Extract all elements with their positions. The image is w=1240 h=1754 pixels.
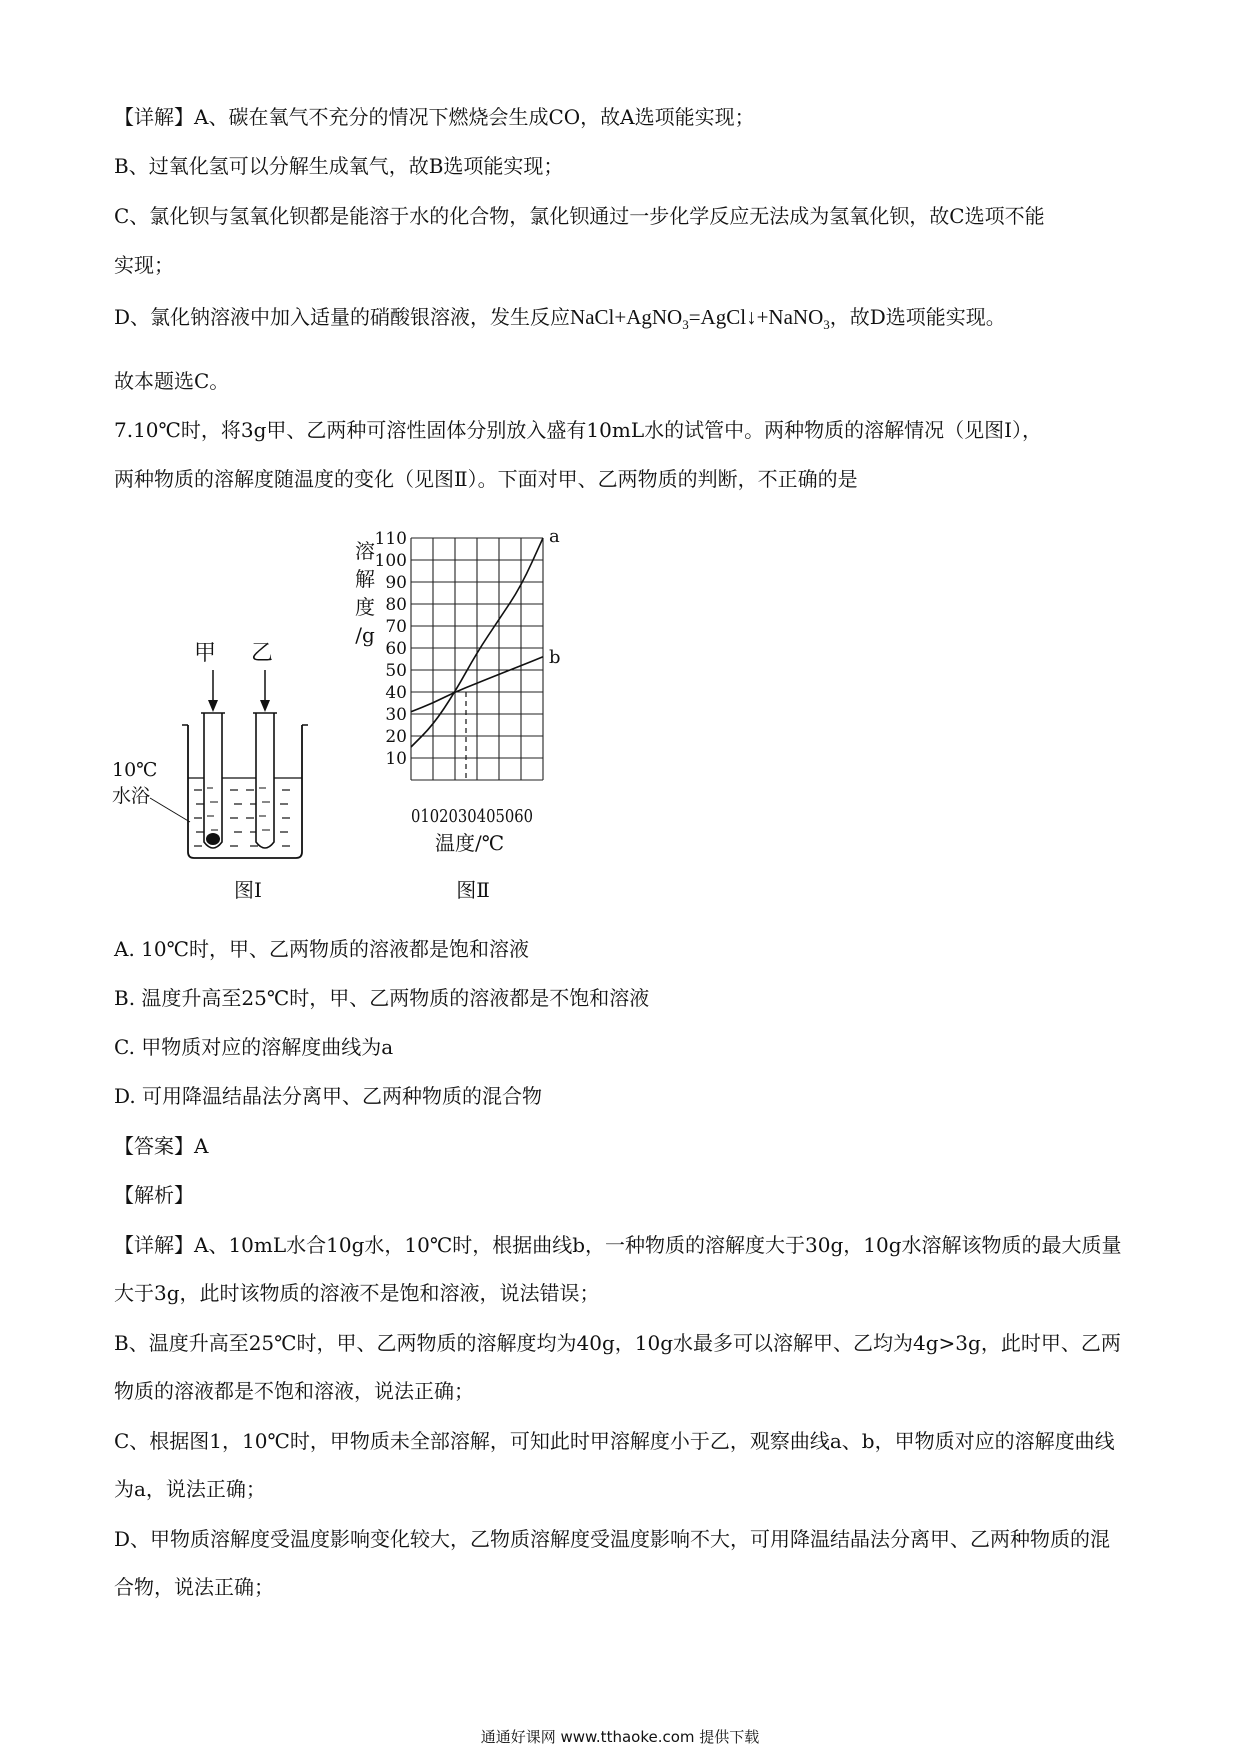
- text-line: B、过氧化氢可以分解生成氧气，故B选项能实现；: [114, 154, 564, 178]
- chemical-equation: NaCl+AgNO$_3$=AgCl↓+NaNO$_3$: [570, 305, 830, 333]
- y-tick-label: 80: [385, 595, 407, 615]
- y-tick-label: 40: [385, 683, 407, 703]
- x-axis-label: 温度/℃: [435, 831, 505, 855]
- y-label-char: 度: [355, 595, 375, 619]
- label-jia: 甲: [193, 641, 217, 666]
- text-line: C、氯化钡与氢氧化钡都是能溶于水的化合物，氯化钡通过一步化学反应无法成为氢氧化钡，故C选项不能: [114, 204, 1045, 228]
- answer: 【答案】A: [114, 1134, 209, 1158]
- question-7-line1: 7.10℃时，将3g甲、乙两种可溶性固体分别放入盛有10mL水的试管中。两种物质的溶解情况（见图I），: [114, 418, 1043, 442]
- text-line: 实现；: [114, 253, 174, 277]
- option-d: D. 可用降温结晶法分离甲、乙两种物质的混合物: [114, 1084, 543, 1108]
- y-label-char: 溶: [355, 539, 375, 563]
- y-label-char: 解: [355, 567, 375, 591]
- y-tick-label: 50: [385, 661, 407, 681]
- y-tick-label: 30: [385, 705, 407, 725]
- figure-1-beaker: [110, 630, 320, 900]
- analysis-title: 【解析】: [114, 1183, 194, 1207]
- text-line-formula: [114, 304, 1006, 338]
- y-label-char: /g: [355, 623, 375, 647]
- option-b: B. 温度升高至25℃时，甲、乙两物质的溶液都是不饱和溶液: [114, 986, 650, 1010]
- text-line: 故本题选C。: [114, 369, 230, 393]
- curve-label-a: a: [549, 530, 560, 547]
- analysis-paragraph-a: 【详解】A、10mL水合10g水，10℃时，根据曲线b，一种物质的溶解度大于30g，10g水溶解该物质的最大质量大于3g，此时该物质的溶液不是饱和溶液，说法错误；: [114, 1233, 1122, 1305]
- y-tick-label: 70: [385, 617, 407, 637]
- text-segment: D、氯化钠溶液中加入适量的硝酸银溶液，发生反应: [114, 305, 571, 329]
- y-axis-label: [355, 539, 375, 647]
- y-tick-label: 60: [385, 639, 407, 659]
- y-tick-label: 100: [374, 551, 407, 571]
- x-tick-labels: 0102030405060: [411, 806, 533, 827]
- page-footer: 通通好课网 www.tthaoke.com 提供下载: [480, 1728, 760, 1746]
- y-tick-label: 10: [385, 749, 407, 769]
- y-tick-labels: [375, 530, 407, 769]
- analysis-paragraph-d: D、甲物质溶解度受温度影响变化较大，乙物质溶解度受温度影响不大，可用降温结晶法分离甲、乙两种物质的混合物，说法正确；: [114, 1527, 1111, 1599]
- option-a: A. 10℃时，甲、乙两物质的溶液都是饱和溶液: [114, 937, 529, 961]
- figure-2-solubility-chart: [345, 530, 585, 900]
- chart-grid: [411, 538, 543, 780]
- label-yi: 乙: [250, 641, 274, 666]
- curve-label-b: b: [549, 646, 561, 668]
- bath-label-temp: 10℃: [112, 759, 158, 781]
- option-c: C. 甲物质对应的溶解度曲线为a: [114, 1035, 394, 1059]
- y-tick-label: 90: [385, 573, 407, 593]
- analysis-paragraph-c: C、根据图1，10℃时，甲物质未全部溶解，可知此时甲溶解度小于乙，观察曲线a、b，甲物质对应的溶解度曲线为a，说法正确；: [114, 1429, 1115, 1501]
- question-7-line2: 两种物质的溶解度随温度的变化（见图Ⅱ）。下面对甲、乙两物质的判断，不正确的是: [114, 467, 858, 491]
- bath-label-water: 水浴: [112, 785, 151, 807]
- y-tick-label: 20: [385, 727, 407, 747]
- text-segment: ，故D选项能实现。: [829, 305, 1006, 329]
- analysis-paragraph-b: B、温度升高至25℃时，甲、乙两物质的溶解度均为40g，10g水最多可以溶解甲、乙均为4g>3g，此时甲、乙两物质的溶液都是不饱和溶液，说法正确；: [114, 1331, 1121, 1403]
- y-tick-label: 110: [374, 530, 407, 549]
- figure-1-caption: 图I: [234, 878, 262, 900]
- figure-2-caption: 图Ⅱ: [456, 878, 490, 900]
- text-line: 【详解】A、碳在氧气不充分的情况下燃烧会生成CO，故A选项能实现；: [114, 105, 755, 129]
